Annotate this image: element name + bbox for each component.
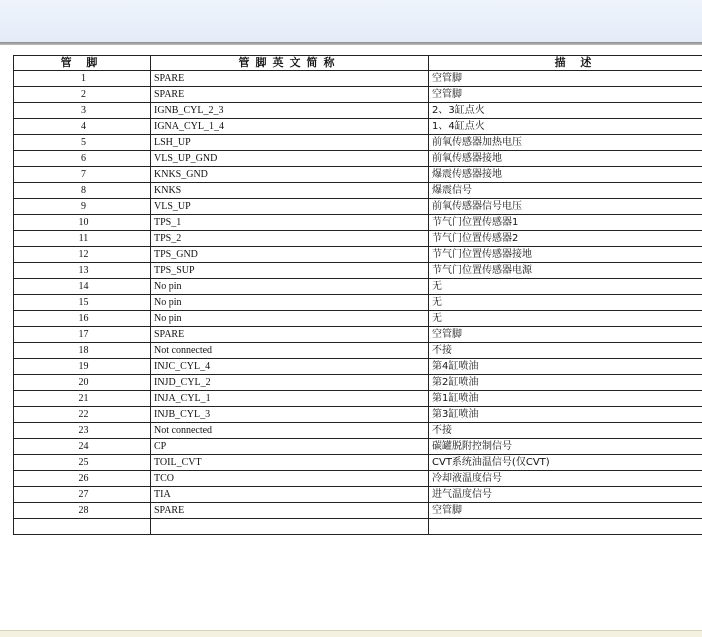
table-row xyxy=(14,455,702,471)
table-row xyxy=(14,359,702,375)
table-body xyxy=(14,71,702,535)
pin-description-cell: 空管脚 xyxy=(429,327,702,343)
viewer-top-band xyxy=(0,0,702,42)
pin-number-cell: 19 xyxy=(14,359,151,375)
pin-number-cell: 4 xyxy=(14,119,151,135)
pin-description-cell: 空管脚 xyxy=(429,87,702,103)
empty-cell xyxy=(151,519,429,535)
pin-number-cell: 20 xyxy=(14,375,151,391)
pin-description-cell: 无 xyxy=(429,311,702,327)
pin-description-cell: 爆震传感器接地 xyxy=(429,167,702,183)
pin-description-cell: 前氧传感器加热电压 xyxy=(429,135,702,151)
pin-number-cell: 5 xyxy=(14,135,151,151)
pin-name-cell: VLS_UP_GND xyxy=(151,151,429,167)
table-row xyxy=(14,215,702,231)
pin-description-cell: 无 xyxy=(429,295,702,311)
pin-description-cell: 第3缸喷油 xyxy=(429,407,702,423)
pin-number-cell: 10 xyxy=(14,215,151,231)
table-row xyxy=(14,391,702,407)
pin-number-cell: 8 xyxy=(14,183,151,199)
pin-description-cell: 前氧传感器信号电压 xyxy=(429,199,702,215)
table-row xyxy=(14,487,702,503)
table-row xyxy=(14,471,702,487)
pin-description-cell: 不接 xyxy=(429,343,702,359)
pin-number-cell: 25 xyxy=(14,455,151,471)
table-row xyxy=(14,279,702,295)
table-row-partial xyxy=(14,519,702,535)
header-pin: 管 脚 xyxy=(14,56,151,71)
pin-description-cell: 爆震信号 xyxy=(429,183,702,199)
pin-name-cell: VLS_UP xyxy=(151,199,429,215)
table-row xyxy=(14,151,702,167)
pin-number-cell: 13 xyxy=(14,263,151,279)
pin-name-cell: No pin xyxy=(151,279,429,295)
pin-number-cell: 18 xyxy=(14,343,151,359)
pin-number-cell: 21 xyxy=(14,391,151,407)
table-row xyxy=(14,439,702,455)
pin-name-cell: IGNA_CYL_1_4 xyxy=(151,119,429,135)
pin-name-cell: TPS_GND xyxy=(151,247,429,263)
pin-name-cell: SPARE xyxy=(151,503,429,519)
header-description: 描 述 xyxy=(429,56,702,71)
pin-number-cell: 24 xyxy=(14,439,151,455)
pin-name-cell: No pin xyxy=(151,295,429,311)
pin-description-cell: 节气门位置传感器电源 xyxy=(429,263,702,279)
empty-cell xyxy=(429,519,702,535)
pin-number-cell: 14 xyxy=(14,279,151,295)
pin-description-cell: 节气门位置传感器1 xyxy=(429,215,702,231)
pin-name-cell: SPARE xyxy=(151,327,429,343)
pin-number-cell: 26 xyxy=(14,471,151,487)
pin-name-cell: TPS_2 xyxy=(151,231,429,247)
pin-description-cell: 空管脚 xyxy=(429,503,702,519)
document-page xyxy=(0,45,702,636)
pin-name-cell: KNKS xyxy=(151,183,429,199)
pin-name-cell: TPS_1 xyxy=(151,215,429,231)
pin-number-cell: 7 xyxy=(14,167,151,183)
pin-number-cell: 6 xyxy=(14,151,151,167)
pin-description-cell: 不接 xyxy=(429,423,702,439)
pin-description-cell: 第1缸喷油 xyxy=(429,391,702,407)
pin-name-cell: INJC_CYL_4 xyxy=(151,359,429,375)
pin-number-cell: 17 xyxy=(14,327,151,343)
pin-name-cell: CP xyxy=(151,439,429,455)
pin-number-cell: 1 xyxy=(14,71,151,87)
pin-description-cell: 1、4缸点火 xyxy=(429,119,702,135)
table-row xyxy=(14,87,702,103)
pin-number-cell: 12 xyxy=(14,247,151,263)
pin-description-cell: 空管脚 xyxy=(429,71,702,87)
table-row xyxy=(14,375,702,391)
pin-description-cell: 碳罐脱附控制信号 xyxy=(429,439,702,455)
table-row xyxy=(14,311,702,327)
pin-number-cell: 16 xyxy=(14,311,151,327)
pin-name-cell: INJB_CYL_3 xyxy=(151,407,429,423)
pin-definition-table xyxy=(13,55,702,535)
table-row xyxy=(14,247,702,263)
table-row xyxy=(14,407,702,423)
pin-name-cell: SPARE xyxy=(151,87,429,103)
table-row xyxy=(14,295,702,311)
pin-description-cell: 前氧传感器接地 xyxy=(429,151,702,167)
pin-name-cell: KNKS_GND xyxy=(151,167,429,183)
pin-description-cell: 节气门位置传感器接地 xyxy=(429,247,702,263)
pin-name-cell: IGNB_CYL_2_3 xyxy=(151,103,429,119)
pin-number-cell: 11 xyxy=(14,231,151,247)
table-row xyxy=(14,183,702,199)
pin-number-cell: 28 xyxy=(14,503,151,519)
pin-name-cell: TIA xyxy=(151,487,429,503)
pin-description-cell: 冷却液温度信号 xyxy=(429,471,702,487)
pin-name-cell: Not connected xyxy=(151,343,429,359)
table-row xyxy=(14,103,702,119)
table-row xyxy=(14,119,702,135)
pin-name-cell: Not connected xyxy=(151,423,429,439)
pin-number-cell: 23 xyxy=(14,423,151,439)
table-row xyxy=(14,199,702,215)
pin-name-cell: INJA_CYL_1 xyxy=(151,391,429,407)
pin-name-cell: INJD_CYL_2 xyxy=(151,375,429,391)
pin-name-cell: TPS_SUP xyxy=(151,263,429,279)
pin-description-cell: 第2缸喷油 xyxy=(429,375,702,391)
table-row xyxy=(14,263,702,279)
pin-description-cell: CVT系统油温信号(仅CVT) xyxy=(429,455,702,471)
table-row xyxy=(14,167,702,183)
table-row xyxy=(14,327,702,343)
pin-number-cell: 27 xyxy=(14,487,151,503)
pin-number-cell: 22 xyxy=(14,407,151,423)
pin-name-cell: SPARE xyxy=(151,71,429,87)
pin-name-cell: TCO xyxy=(151,471,429,487)
pin-description-cell: 进气温度信号 xyxy=(429,487,702,503)
pin-description-cell: 2、3缸点火 xyxy=(429,103,702,119)
header-name: 管脚英文简称 xyxy=(151,56,429,71)
pin-description-cell: 无 xyxy=(429,279,702,295)
table-header-row xyxy=(14,56,702,71)
table-row xyxy=(14,231,702,247)
pin-number-cell: 3 xyxy=(14,103,151,119)
table-row xyxy=(14,423,702,439)
pin-name-cell: LSH_UP xyxy=(151,135,429,151)
pin-number-cell: 15 xyxy=(14,295,151,311)
pin-description-cell: 第4缸喷油 xyxy=(429,359,702,375)
pin-name-cell: No pin xyxy=(151,311,429,327)
pin-number-cell: 2 xyxy=(14,87,151,103)
table-row xyxy=(14,343,702,359)
table-row xyxy=(14,71,702,87)
pin-number-cell: 9 xyxy=(14,199,151,215)
pin-name-cell: TOIL_CVT xyxy=(151,455,429,471)
table-row xyxy=(14,135,702,151)
pin-description-cell: 节气门位置传感器2 xyxy=(429,231,702,247)
empty-cell xyxy=(14,519,151,535)
table-row xyxy=(14,503,702,519)
